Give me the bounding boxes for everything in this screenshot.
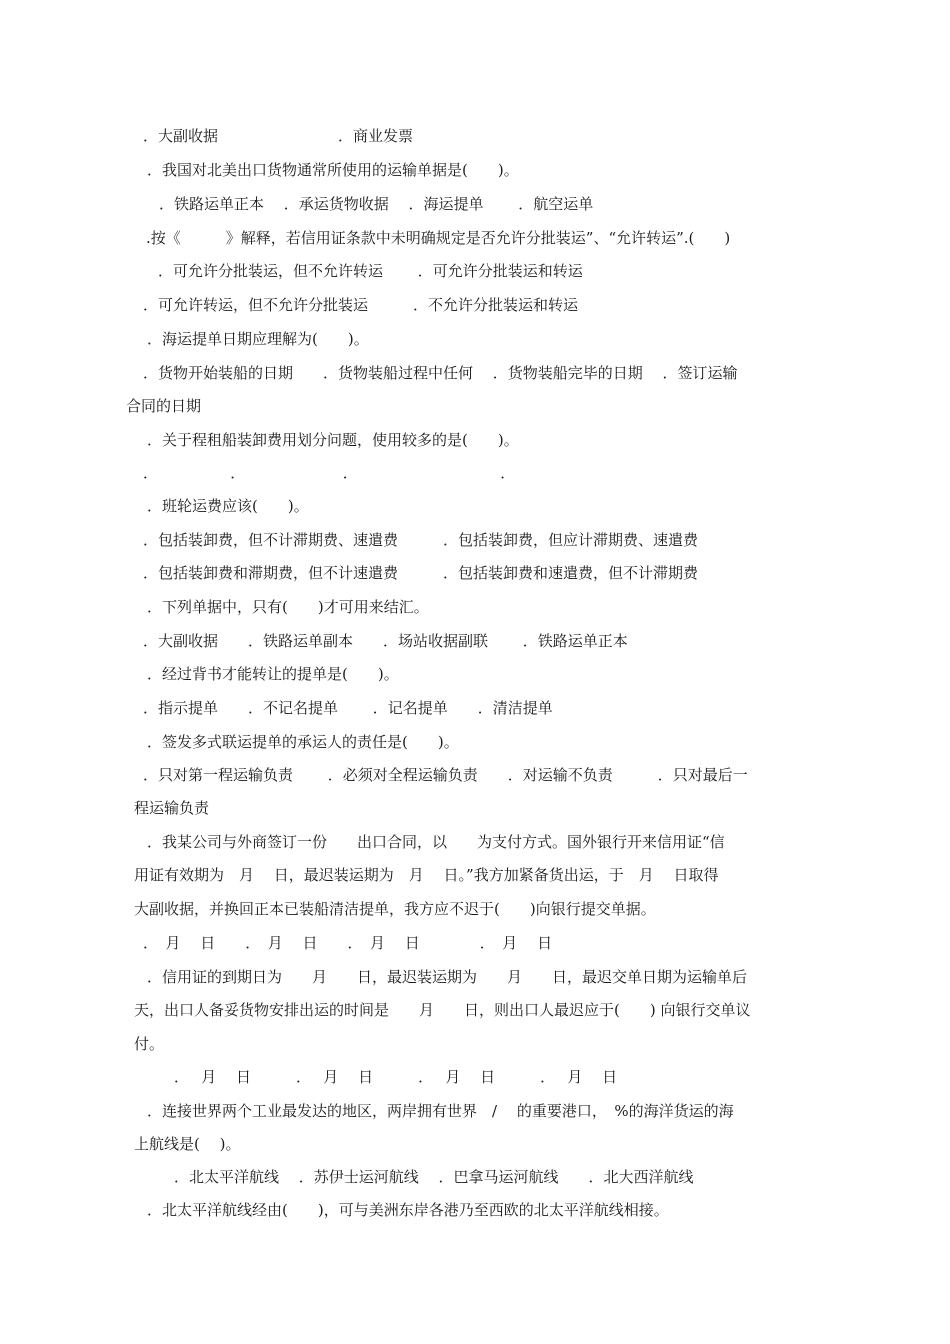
question-line: ．北太平洋航线经由( )，可与美洲东岸各港乃至西欧的北太平洋航线相接。 — [147, 1201, 669, 1219]
question-line: ．关于程租船装卸费用划分问题，使用较多的是( )。 — [147, 431, 519, 449]
option-line: ． 月 日 ． 月 日 ． 月 日 ． 月 日 — [143, 934, 553, 952]
question-line: .按《 》解释，若信用证条款中未明确规定是否允许分批装运”、“允许转运”.( ) — [146, 229, 731, 247]
question-line: 上航线是( )。 — [134, 1135, 241, 1153]
question-line: 用证有效期为 月 日，最迟装运期为 月 日。”我方加紧备货出运，于 月 日取得 — [134, 866, 719, 884]
option-line: ．北太平洋航线 ．苏伊士运河航线 ．巴拿马运河航线 ．北大西洋航线 — [174, 1168, 694, 1186]
question-line: ．班轮运费应该( )。 — [147, 497, 309, 515]
option-line: ．货物开始装船的日期 ．货物装船过程中任何 ．货物装船完毕的日期 ．签订运输 — [143, 364, 738, 382]
option-line: ．铁路运单正本 ．承运货物收据 ．海运提单 ．航空运单 — [159, 195, 594, 213]
option-line: ．包括装卸费，但不计滞期费、速遣费 ．包括装卸费，但应计滞期费、速遣费 — [143, 531, 699, 549]
option-line: ．可允许分批装运，但不允许转运 ．可允许分批装运和转运 — [158, 262, 583, 280]
question-line: ．我某公司与外商签订一份 出口合同，以 为支付方式。国外银行开来信用证“信 — [147, 833, 725, 851]
option-line: ．只对第一程运输负责 ．必须对全程运输负责 ．对运输不负责 ．只对最后一 — [143, 766, 748, 784]
question-line: 大副收据，并换回正本已装船清洁提单，我方应不迟于( )向银行提交单据。 — [134, 900, 656, 918]
option-line: ．大副收据 ．铁路运单副本 ．场站收据副联 ．铁路运单正本 — [143, 632, 628, 650]
question-line: ．我国对北美出口货物通常所使用的运输单据是( )。 — [147, 161, 519, 179]
question-line: ．签发多式联运提单的承运人的责任是( )。 — [147, 733, 459, 751]
option-line: ．包括装卸费和滞期费，但不计速遣费 ．包括装卸费和速遣费，但不计滞期费 — [143, 564, 699, 582]
question-line: ．海运提单日期应理解为( )。 — [147, 330, 369, 348]
question-line: ．信用证的到期日为 月 日，最迟装运期为 月 日，最迟交单日期为运输单后 — [147, 968, 748, 986]
option-line: ．指示提单 ．不记名提单 ．记名提单 ．清洁提单 — [143, 699, 553, 717]
question-line: 付。 — [134, 1035, 165, 1053]
option-line: ． 月 日 ． 月 日 ． 月 日 ． 月 日 — [174, 1068, 618, 1086]
option-line: ．大副收据 ．商业发票 — [143, 127, 414, 145]
question-line: 天，出口人备妥货物安排出运的时间是 月 日，则出口人最迟应于( ) 向银行交单议 — [134, 1001, 751, 1019]
option-line: ．可允许转运，但不允许分批装运 ．不允许分批装运和转运 — [143, 296, 579, 314]
option-continuation: 程运输负责 — [134, 799, 210, 817]
option-continuation: 合同的日期 — [126, 397, 202, 415]
question-line: ．下列单据中，只有( )才可用来结汇。 — [147, 598, 429, 616]
question-line: ．连接世界两个工业最发达的地区，两岸拥有世界 / 的重要港口， %的海洋货运的海 — [147, 1102, 734, 1120]
question-line: ．经过背书才能转让的提单是( )。 — [147, 665, 399, 683]
option-line: ． ． ． ． — [143, 464, 516, 482]
